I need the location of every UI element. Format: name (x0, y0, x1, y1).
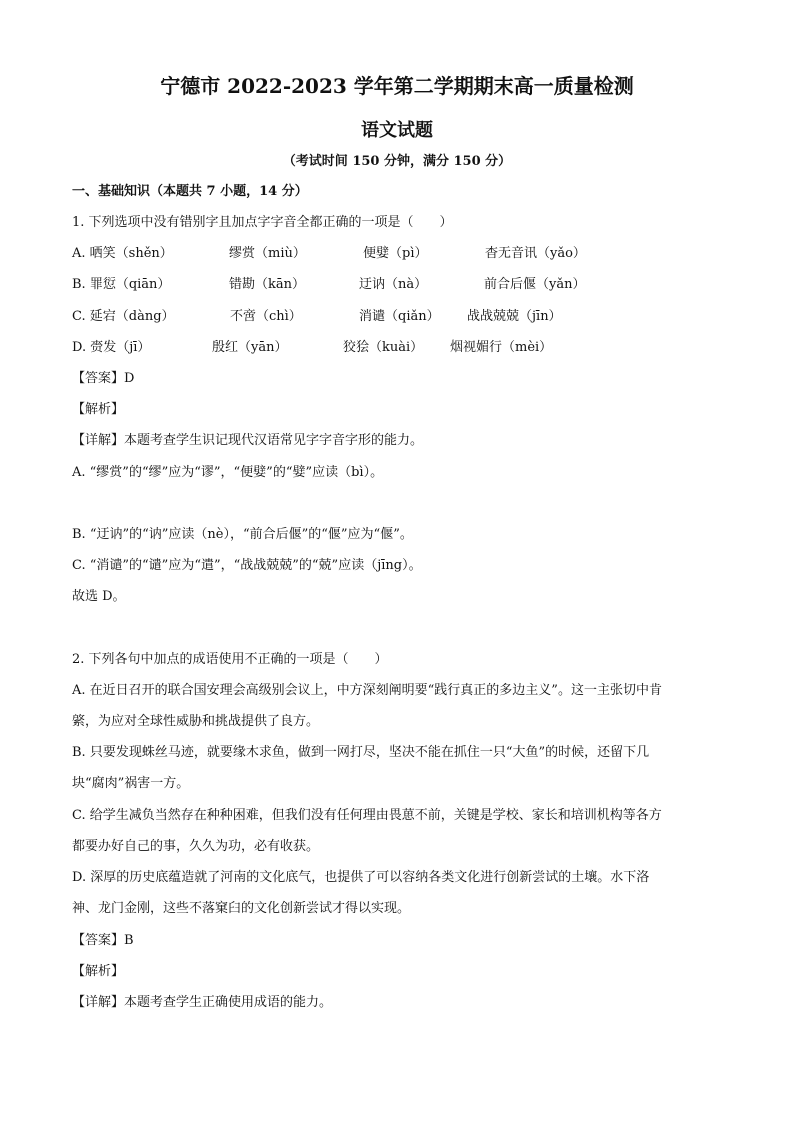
q1-c-2: 不啻（chì） (230, 309, 302, 324)
q1-b-2: 错勘（kān） (229, 277, 306, 292)
q1-a-4: 杳无音讯（yǎo） (485, 246, 586, 261)
q2-option-a-line1: A. 在近日召开的联合国安理会高级别会议上，中方深刻阐明要“践行真正的多边主义”。这一主张切中肯 (72, 683, 662, 698)
q1-explanation-a: A. “缪赏”的“缪”应为“谬”，“便嬖”的“嬖”应读（bì）。 (72, 465, 384, 480)
question-2-stem: 2. 下列各句中加点的成语使用不正确的一项是（ ） (72, 652, 388, 667)
q1-d-1: D. 赍发（jī） (72, 340, 151, 355)
q2-option-d-line2: 神、龙门金刚，这些不落窠臼的文化创新尝试才得以实现。 (72, 901, 411, 916)
q2-option-b-line1: B. 只要发现蛛丝马迹，就要缘木求鱼，做到一网打尽，坚决不能在抓住一只“大鱼”的时候，还留下几 (72, 745, 650, 760)
q1-d-4: 烟视媚行（mèi） (450, 340, 553, 355)
q1-c-3: 消谴（qiǎn） (359, 309, 440, 324)
q2-analysis: 【解析】 (72, 964, 125, 979)
q1-a-1: A. 哂笑（shěn） (72, 246, 173, 261)
q1-conclusion: 故选 D。 (72, 589, 126, 604)
q2-option-c-line2: 都要办好自己的事，久久为功，必有收获。 (72, 839, 320, 854)
q1-c-4: 战战兢兢（jīn） (467, 309, 562, 324)
q1-detail: 【详解】本题考查学生识记现代汉语常见字字音字形的能力。 (72, 433, 424, 448)
question-1-stem: 1. 下列选项中没有错别字且加点字字音全都正确的一项是（ ） (72, 215, 453, 230)
section-heading: 一、基础知识（本题共 7 小题，14 分） (72, 184, 308, 199)
q1-b-4: 前合后偃（yǎn） (484, 277, 586, 292)
q2-answer: 【答案】B (72, 933, 134, 948)
q2-option-a-line2: 綮，为应对全球性威胁和挑战提供了良方。 (72, 714, 320, 729)
q2-option-c-line1: C. 给学生减负当然存在种种困难，但我们没有任何理由畏葸不前，关键是学校、家长和培训机构等各方 (72, 808, 662, 823)
q1-d-2: 殷红（yān） (212, 340, 288, 355)
q1-a-3: 便嬖（pì） (363, 246, 428, 261)
q1-analysis: 【解析】 (72, 402, 125, 417)
exam-title: 宁德市 2022-2023 学年第二学期期末高一质量检测 (160, 74, 634, 98)
exam-info: （考试时间 150 分钟，满分 150 分） (282, 154, 512, 169)
exam-subtitle: 语文试题 (361, 120, 433, 141)
q1-explanation-b: B. “迂讷”的“讷”应读（nè），“前合后偃”的“偃”应为“偃”。 (72, 527, 413, 542)
q1-d-3: 狡狯（kuài） (343, 340, 424, 355)
q1-a-2: 缪赏（miù） (229, 246, 306, 261)
q2-option-d-line1: D. 深厚的历史底蕴造就了河南的文化底气，也提供了可以容纳各类文化进行创新尝试的土壤。水下洛 (72, 870, 650, 885)
q1-c-1: C. 延宕（dàng） (72, 309, 175, 324)
q2-option-b-line2: 块“腐肉”祸害一方。 (72, 776, 190, 791)
q1-explanation-c: C. “消谴”的“谴”应为“遣”，“战战兢兢”的“兢”应读（jīng）。 (72, 558, 422, 573)
q1-answer: 【答案】D (72, 371, 135, 386)
q1-b-3: 迂讷（nà） (359, 277, 428, 292)
q2-detail: 【详解】本题考查学生正确使用成语的能力。 (72, 995, 333, 1010)
q1-b-1: B. 罪愆（qiān） (72, 277, 171, 292)
